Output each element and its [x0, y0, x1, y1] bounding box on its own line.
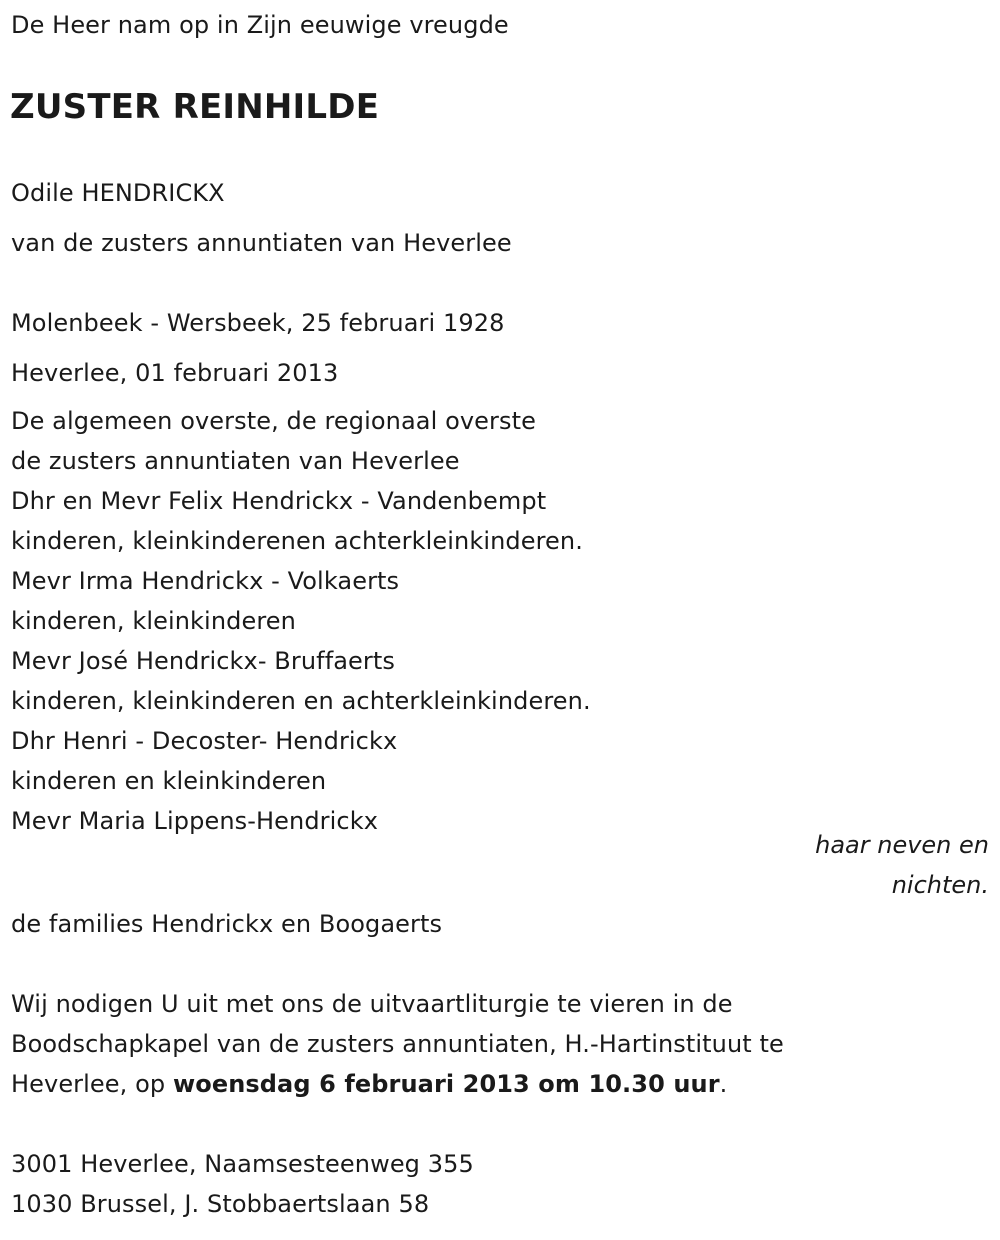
invitation-prefix: Heverlee, op — [11, 1070, 173, 1098]
families-line: de families Hendrickx en Boogaerts — [11, 910, 443, 938]
mourner-line: de zusters annuntiaten van Heverlee — [11, 447, 460, 475]
civil-name: Odile HENDRICKX — [11, 179, 225, 207]
mourner-line: Mevr Maria Lippens-Hendrickx — [11, 807, 378, 835]
invitation-line-2: Boodschapkapel van de zusters annuntiaten, H.-Hartinstituut te — [11, 1030, 784, 1058]
title: ZUSTER REINHILDE — [10, 87, 380, 127]
mourner-line: kinderen, kleinkinderen — [11, 607, 296, 635]
mourner-line: kinderen en kleinkinderen — [11, 767, 327, 795]
invitation-suffix: . — [719, 1070, 728, 1098]
congregation: van de zusters annuntiaten van Heverlee — [11, 229, 512, 257]
mourner-line: Dhr Henri - Decoster- Hendrickx — [11, 727, 398, 755]
mourner-line: Mevr José Hendrickx- Bruffaerts — [11, 647, 396, 675]
mourner-line: kinderen, kleinkinderen en achterkleinkinderen. — [11, 687, 591, 715]
mourner-line: Mevr Irma Hendrickx - Volkaerts — [11, 567, 400, 595]
mourner-line: De algemeen overste, de regionaal overste — [11, 407, 536, 435]
birth-line: Molenbeek - Wersbeek, 25 februari 1928 — [11, 309, 505, 337]
address-line: 1030 Brussel, J. Stobbaertslaan 58 — [11, 1190, 430, 1218]
invitation-line-3 — [11, 1069, 727, 1099]
mourner-line: kinderen, kleinkinderenen achterkleinkinderen. — [11, 527, 583, 555]
address-line: 3001 Heverlee, Naamsesteenweg 355 — [11, 1150, 474, 1178]
intro-line: De Heer nam op in Zijn eeuwige vreugde — [11, 11, 509, 39]
nephews-line-2: nichten. — [891, 871, 989, 899]
death-line: Heverlee, 01 februari 2013 — [11, 359, 339, 387]
invitation-line-1: Wij nodigen U uit met ons de uitvaartliturgie te vieren in de — [11, 990, 733, 1018]
nephews-line-1: haar neven en — [815, 831, 989, 859]
mourner-line: Dhr en Mevr Felix Hendrickx - Vandenbempt — [11, 487, 547, 515]
funeral-datetime: woensdag 6 februari 2013 om 10.30 uur — [172, 1070, 720, 1098]
